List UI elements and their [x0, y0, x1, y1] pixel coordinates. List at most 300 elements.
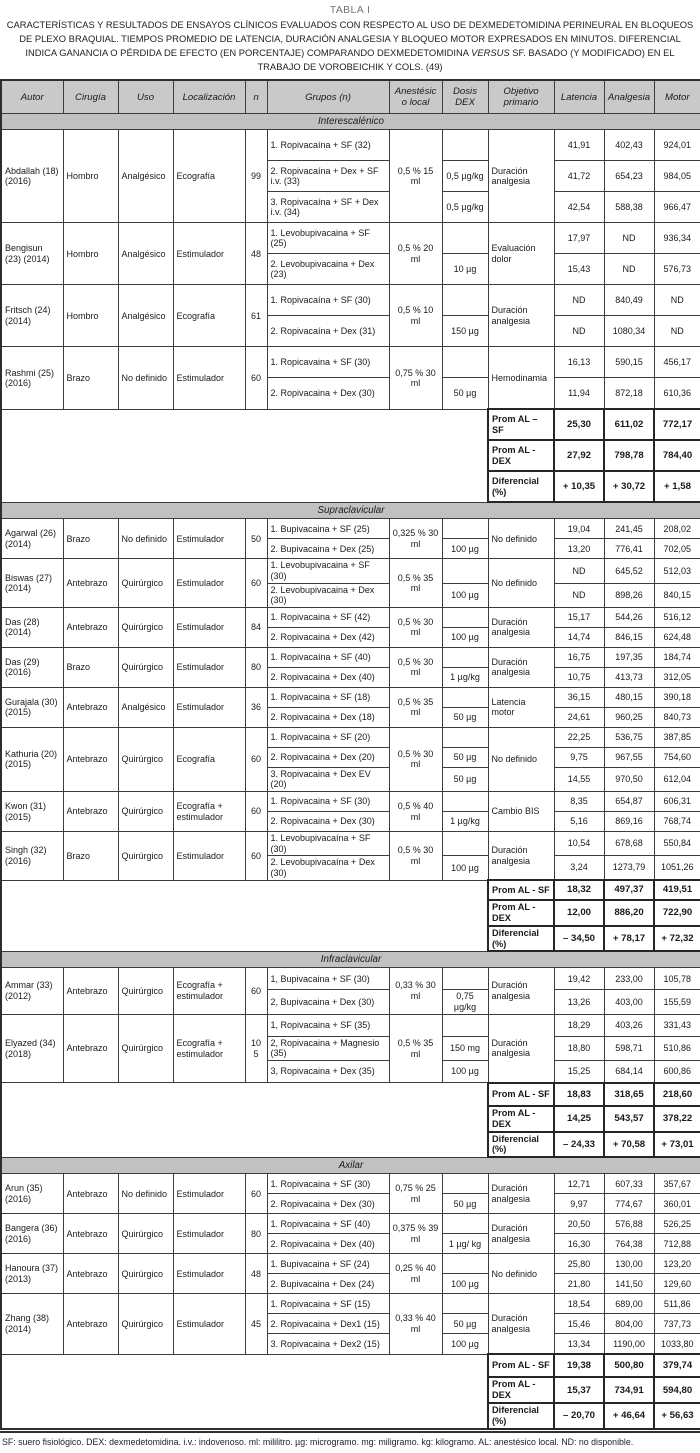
author-cell: Arun (35) (2016) [1, 1174, 63, 1214]
use-cell: Quirúrgico [118, 1254, 173, 1294]
summary-latency-value: 19,38 [554, 1354, 604, 1377]
summary-blank-spacer [1, 900, 488, 926]
latency-value: 10,54 [554, 832, 604, 856]
summary-latency-value: 12,00 [554, 900, 604, 926]
analgesia-value: 869,16 [604, 812, 654, 832]
author-cell: Rashmi (25) (2016) [1, 347, 63, 410]
summary-label-cell: Prom AL - DEX [488, 1106, 554, 1132]
study-group-row [1, 223, 700, 254]
study-group-row [1, 792, 700, 812]
localization-cell: Estimulador [173, 607, 245, 647]
summary-analgesia-value: 497,37 [604, 880, 654, 900]
dex-dose-cell [442, 285, 488, 316]
latency-value: 20,50 [554, 1214, 604, 1234]
group-label-cell: 2. Ropivacaina + Dex (30) [267, 812, 389, 832]
latency-value: 15,17 [554, 607, 604, 627]
author-cell: Bangera (36) (2016) [1, 1214, 63, 1254]
study-group-row [1, 1014, 700, 1036]
analgesia-value: 840,49 [604, 285, 654, 316]
latency-value: 13,26 [554, 990, 604, 1014]
column-header-11: Motor [654, 80, 700, 114]
use-cell: Quirúrgico [118, 727, 173, 791]
author-cell: Hanoura (37) (2013) [1, 1254, 63, 1294]
group-label-cell: 1. Ropivacaina + SF (40) [267, 1214, 389, 1234]
dex-dose-cell: 150 mg [442, 1036, 488, 1060]
study-group-row [1, 519, 700, 539]
caption-text-1: CARACTERÍSTICAS Y RESULTADOS DE ENSAYOS CLÍNICOS EVALUADOS CON RESPECTO AL USO DE DEXMEDETOMIDINA PERINEURAL EN BLOQUEOS DE PLEXO BRAQUIAL. TIEMPOS PROMEDIO DE LATENCIA, DURACIÓN ANALGESIA Y BLOQUEO MOTOR EXPRESADOS EN MINUTOS. DIFERENCIAL INDICA GANANCIA O PÉRDIDA DE EFECTO (EN PORCENTAJE) COMPARANDO DEXMEDETOMIDINA [6, 19, 694, 59]
summary-blank-spacer [1, 471, 488, 502]
surgery-cell: Antebrazo [63, 1294, 118, 1355]
latency-value: ND [554, 583, 604, 607]
column-header-1: Cirugía [63, 80, 118, 114]
author-cell: Singh (32) (2016) [1, 832, 63, 880]
motor-value: 840,15 [654, 583, 700, 607]
author-cell: Ammar (33) (2012) [1, 968, 63, 1014]
study-group-row [1, 1254, 700, 1274]
anesthetic-cell: 0,33 % 30 ml [389, 968, 442, 1014]
primary-objective-cell: No definido [488, 1254, 554, 1294]
summary-latency-value: – 20,70 [554, 1403, 604, 1429]
analgesia-value: 654,87 [604, 792, 654, 812]
dex-dose-cell [442, 647, 488, 667]
dex-dose-cell: 10 µg [442, 254, 488, 285]
surgery-cell: Antebrazo [63, 559, 118, 607]
summary-latency-value: 25,30 [554, 409, 604, 440]
localization-cell: Ecografía [173, 285, 245, 347]
summary-blank-spacer [1, 1083, 488, 1106]
summary-motor-value: 722,90 [654, 900, 700, 926]
summary-analgesia-value: 886,20 [604, 900, 654, 926]
motor-value: 606,31 [654, 792, 700, 812]
use-cell: Quirúrgico [118, 559, 173, 607]
surgery-cell: Brazo [63, 647, 118, 687]
dex-dose-cell [442, 968, 488, 990]
summary-motor-value: 378,22 [654, 1106, 700, 1132]
motor-value: 936,34 [654, 223, 700, 254]
motor-value: 966,47 [654, 192, 700, 223]
analgesia-value: 846,15 [604, 627, 654, 647]
summary-row [1, 1132, 700, 1158]
surgery-cell: Hombro [63, 223, 118, 285]
motor-value: 576,73 [654, 254, 700, 285]
n-cell: 50 [245, 519, 267, 559]
motor-value: 456,17 [654, 347, 700, 378]
summary-row [1, 926, 700, 952]
latency-value: 12,71 [554, 1174, 604, 1194]
n-cell: 80 [245, 1214, 267, 1254]
localization-cell: Estimulador [173, 687, 245, 727]
study-group-row [1, 347, 700, 378]
motor-value: 610,36 [654, 378, 700, 410]
latency-value: 13,20 [554, 539, 604, 559]
summary-row [1, 471, 700, 502]
analgesia-value: 1190,00 [604, 1334, 654, 1355]
section-title: Axilar [1, 1157, 700, 1174]
summary-analgesia-value: + 46,64 [604, 1403, 654, 1429]
group-label-cell: 1. Levobupivacaina + SF (25) [267, 223, 389, 254]
analgesia-value: 689,00 [604, 1294, 654, 1314]
dex-dose-cell: 100 µg [442, 1274, 488, 1294]
group-label-cell: 1, Ropivacaina + SF (35) [267, 1014, 389, 1036]
anesthetic-cell: 0,5 % 35 ml [389, 1014, 442, 1083]
summary-motor-value: + 1,58 [654, 471, 700, 502]
summary-row [1, 1106, 700, 1132]
summary-motor-value: + 56,63 [654, 1403, 700, 1429]
summary-row [1, 1403, 700, 1429]
summary-label-cell: Diferencial (%) [488, 1403, 554, 1429]
motor-value: 600,86 [654, 1060, 700, 1083]
group-label-cell: 2. Ropivacaina + Dex (20) [267, 747, 389, 767]
summary-label-cell: Prom AL - DEX [488, 900, 554, 926]
n-cell: 105 [245, 1014, 267, 1083]
summary-analgesia-value: 318,65 [604, 1083, 654, 1106]
table-caption [0, 16, 700, 79]
analgesia-value: 544,26 [604, 607, 654, 627]
use-cell: Quirúrgico [118, 832, 173, 880]
study-group-row [1, 1214, 700, 1234]
section-title: Supraclavicular [1, 502, 700, 519]
motor-value: 1033,80 [654, 1334, 700, 1355]
author-cell: Gurajala (30) (2015) [1, 687, 63, 727]
author-cell: Bengisun (23) (2014) [1, 223, 63, 285]
group-label-cell: 1. Ropivacaína + SF (32) [267, 130, 389, 161]
summary-motor-value: 419,51 [654, 880, 700, 900]
localization-cell: Estimulador [173, 647, 245, 687]
motor-value: 924,01 [654, 130, 700, 161]
localization-cell: Estimulador [173, 519, 245, 559]
summary-latency-value: 18,83 [554, 1083, 604, 1106]
author-cell: Kwon (31) (2015) [1, 792, 63, 832]
latency-value: ND [554, 285, 604, 316]
group-label-cell: 1. Ropivacaina + SF (20) [267, 727, 389, 747]
surgery-cell: Brazo [63, 832, 118, 880]
localization-cell: Estimulador [173, 1174, 245, 1214]
anesthetic-cell: 0,325 % 30 ml [389, 519, 442, 559]
column-header-4: n [245, 80, 267, 114]
latency-value: ND [554, 559, 604, 583]
group-label-cell: 2. Ropivacaina + Dex1 (15) [267, 1314, 389, 1334]
motor-value: 390,18 [654, 687, 700, 707]
latency-value: 22,25 [554, 727, 604, 747]
author-cell: Das (29) (2016) [1, 647, 63, 687]
group-label-cell: 1. Ropivacaina + SF (15) [267, 1294, 389, 1314]
use-cell: No definido [118, 347, 173, 410]
dex-dose-cell: 150 µg [442, 316, 488, 347]
summary-label-cell: Prom AL - SF [488, 880, 554, 900]
dex-dose-cell: 50 µg [442, 1194, 488, 1214]
study-group-row [1, 1174, 700, 1194]
localization-cell: Ecografía + estimulador [173, 968, 245, 1014]
section-title: Interescalénico [1, 114, 700, 130]
summary-label-cell: Diferencial (%) [488, 926, 554, 952]
section-row [1, 502, 700, 519]
dex-dose-cell: 50 µg [442, 378, 488, 410]
analgesia-value: 776,41 [604, 539, 654, 559]
summary-analgesia-value: + 30,72 [604, 471, 654, 502]
group-label-cell: 1. Ropivacaina + SF (30) [267, 1174, 389, 1194]
latency-value: 15,46 [554, 1314, 604, 1334]
latency-value: 15,25 [554, 1060, 604, 1083]
localization-cell: Ecografía [173, 727, 245, 791]
group-label-cell: 2. Ropivacaína + Dex (31) [267, 316, 389, 347]
motor-value: 105,78 [654, 968, 700, 990]
analgesia-value: 141,50 [604, 1274, 654, 1294]
motor-value: 550,84 [654, 832, 700, 856]
surgery-cell: Antebrazo [63, 1174, 118, 1214]
motor-value: 511,86 [654, 1294, 700, 1314]
group-label-cell: 2, Bupivacaina + Dex (30) [267, 990, 389, 1014]
section-title: Infraclavicular [1, 951, 700, 968]
column-header-3: Localización [173, 80, 245, 114]
motor-value: 612,04 [654, 767, 700, 791]
latency-value: 18,54 [554, 1294, 604, 1314]
localization-cell: Estimulador [173, 1214, 245, 1254]
study-group-row [1, 832, 700, 856]
author-cell: Fritsch (24) (2014) [1, 285, 63, 347]
study-group-row [1, 285, 700, 316]
localization-cell: Estimulador [173, 832, 245, 880]
summary-analgesia-value: + 78,17 [604, 926, 654, 952]
n-cell: 60 [245, 347, 267, 410]
summary-row [1, 880, 700, 900]
analgesia-value: 588,38 [604, 192, 654, 223]
primary-objective-cell: Duración analgesia [488, 1214, 554, 1254]
surgery-cell: Antebrazo [63, 607, 118, 647]
localization-cell: Estimulador [173, 559, 245, 607]
n-cell: 48 [245, 1254, 267, 1294]
dex-dose-cell: 0,75 µg/kg [442, 990, 488, 1014]
latency-value: 15,43 [554, 254, 604, 285]
caption-text-2: SF. BASADO (Y MODIFICADO) EN EL TRABAJO DE VOROBEICHIK Y COLS. (49) [257, 47, 675, 73]
dex-dose-cell: 100 µg [442, 856, 488, 880]
surgery-cell: Hombro [63, 130, 118, 223]
primary-objective-cell: Hemodinamia [488, 347, 554, 410]
column-header-7: Dosis DEX [442, 80, 488, 114]
dex-dose-cell: 1 µg/kg [442, 667, 488, 687]
n-cell: 60 [245, 792, 267, 832]
primary-objective-cell: Duración analgesia [488, 285, 554, 347]
summary-latency-value: + 10,35 [554, 471, 604, 502]
latency-value: 41,91 [554, 130, 604, 161]
study-group-row [1, 647, 700, 667]
motor-value: 312,05 [654, 667, 700, 687]
primary-objective-cell: No definido [488, 519, 554, 559]
analgesia-value: 576,88 [604, 1214, 654, 1234]
summary-analgesia-value: 543,57 [604, 1106, 654, 1132]
summary-blank-spacer [1, 1403, 488, 1429]
latency-value: 14,55 [554, 767, 604, 791]
dex-dose-cell [442, 1174, 488, 1194]
dex-dose-cell [442, 559, 488, 583]
column-header-8: Objetivo primario [488, 80, 554, 114]
analgesia-value: 1080,34 [604, 316, 654, 347]
summary-latency-value: 14,25 [554, 1106, 604, 1132]
analgesia-value: ND [604, 254, 654, 285]
author-cell: Das (28) (2014) [1, 607, 63, 647]
dex-dose-cell: 100 µg [442, 627, 488, 647]
analgesia-value: 804,00 [604, 1314, 654, 1334]
analgesia-value: 678,68 [604, 832, 654, 856]
anesthetic-cell: 0,5 % 35 ml [389, 559, 442, 607]
summary-latency-value: 18,32 [554, 880, 604, 900]
author-cell: Kathuria (20) (2015) [1, 727, 63, 791]
analgesia-value: 130,00 [604, 1254, 654, 1274]
summary-latency-value: 27,92 [554, 440, 604, 471]
group-label-cell: 3. Ropivacaina + Dex EV (20) [267, 767, 389, 791]
dex-dose-cell [442, 223, 488, 254]
motor-value: 1051,26 [654, 856, 700, 880]
motor-value: ND [654, 285, 700, 316]
analgesia-value: 607,33 [604, 1174, 654, 1194]
anesthetic-cell: 0,5 % 30 ml [389, 607, 442, 647]
study-group-row [1, 968, 700, 990]
analgesia-value: 241,45 [604, 519, 654, 539]
group-label-cell: 2. Ropivacaina + Dex (40) [267, 1234, 389, 1254]
motor-value: ND [654, 316, 700, 347]
group-label-cell: 1. Bupivacaina + SF (24) [267, 1254, 389, 1274]
study-group-row [1, 130, 700, 161]
summary-blank-spacer [1, 409, 488, 440]
anesthetic-cell: 0,5 % 30 ml [389, 727, 442, 791]
latency-value: 9,97 [554, 1194, 604, 1214]
primary-objective-cell: Duración analgesia [488, 607, 554, 647]
table-title: TABLA I [329, 4, 371, 16]
analgesia-value: 403,00 [604, 990, 654, 1014]
table-body [1, 114, 700, 1429]
n-cell: 60 [245, 727, 267, 791]
motor-value: 984,05 [654, 161, 700, 192]
motor-value: 702,05 [654, 539, 700, 559]
use-cell: Quirúrgico [118, 647, 173, 687]
group-label-cell: 2. Ropivacaina + Dex (40) [267, 667, 389, 687]
study-group-row [1, 687, 700, 707]
analgesia-value: 684,14 [604, 1060, 654, 1083]
group-label-cell: 1. Ropivacaina + SF (30) [267, 792, 389, 812]
motor-value: 129,60 [654, 1274, 700, 1294]
dex-dose-cell [442, 832, 488, 856]
analgesia-value: 402,43 [604, 130, 654, 161]
group-label-cell: 3. Ropivacaina + Dex2 (15) [267, 1334, 389, 1355]
latency-value: 42,54 [554, 192, 604, 223]
analgesia-value: 645,52 [604, 559, 654, 583]
summary-label-cell: Prom AL - SF [488, 1354, 554, 1377]
primary-objective-cell: Duración analgesia [488, 647, 554, 687]
summary-row [1, 1354, 700, 1377]
motor-value: 754,60 [654, 747, 700, 767]
summary-motor-value: + 72,32 [654, 926, 700, 952]
dex-dose-cell [442, 727, 488, 747]
anesthetic-cell: 0,5 % 15 ml [389, 130, 442, 223]
motor-value: 624,48 [654, 627, 700, 647]
summary-row [1, 900, 700, 926]
surgery-cell: Antebrazo [63, 727, 118, 791]
latency-value: 18,29 [554, 1014, 604, 1036]
use-cell: Quirúrgico [118, 1214, 173, 1254]
dex-dose-cell [442, 347, 488, 378]
group-label-cell: 1. Levobupivacaína + SF (30) [267, 832, 389, 856]
summary-row [1, 440, 700, 471]
footnote: SF: suero fisiológico. DEX: dexmedetomidina. i.v.: indovenoso. ml: mililitro. µg: microgramo. mg: miligramo. kg: kilogramo. AL: anestésico local. ND: no disponible. [0, 1431, 700, 1453]
motor-value: 155,59 [654, 990, 700, 1014]
summary-blank-spacer [1, 1354, 488, 1377]
use-cell: Analgésico [118, 223, 173, 285]
surgery-cell: Antebrazo [63, 1214, 118, 1254]
column-header-10: Analgesia [604, 80, 654, 114]
summary-blank-spacer [1, 440, 488, 471]
n-cell: 48 [245, 223, 267, 285]
analgesia-value: 480,15 [604, 687, 654, 707]
dex-dose-cell: 0,5 µg/kg [442, 161, 488, 192]
latency-value: 13,34 [554, 1334, 604, 1355]
group-label-cell: 2. Bupivacaina + Dex (24) [267, 1274, 389, 1294]
primary-objective-cell: Cambio BIS [488, 792, 554, 832]
use-cell: Analgésico [118, 130, 173, 223]
analgesia-value: 970,50 [604, 767, 654, 791]
summary-label-cell: Diferencial (%) [488, 471, 554, 502]
surgery-cell: Hombro [63, 285, 118, 347]
author-cell: Biswas (27) (2014) [1, 559, 63, 607]
summary-label-cell: Prom AL – SF [488, 409, 554, 440]
summary-analgesia-value: 500,80 [604, 1354, 654, 1377]
use-cell: Quirúrgico [118, 792, 173, 832]
use-cell: No definido [118, 1174, 173, 1214]
summary-analgesia-value: 734,91 [604, 1377, 654, 1403]
group-label-cell: 1. Ropivacaina + SF (18) [267, 687, 389, 707]
primary-objective-cell: No definido [488, 559, 554, 607]
analgesia-value: 403,26 [604, 1014, 654, 1036]
anesthetic-cell: 0,375 % 39 ml [389, 1214, 442, 1254]
use-cell: Analgésico [118, 687, 173, 727]
latency-value: 16,13 [554, 347, 604, 378]
summary-motor-value: 784,40 [654, 440, 700, 471]
anesthetic-cell: 0,5 % 30 ml [389, 647, 442, 687]
surgery-cell: Brazo [63, 519, 118, 559]
primary-objective-cell: Duración analgesia [488, 1174, 554, 1214]
latency-value: 25,80 [554, 1254, 604, 1274]
n-cell: 61 [245, 285, 267, 347]
analgesia-value: 197,35 [604, 647, 654, 667]
latency-value: 5,16 [554, 812, 604, 832]
use-cell: Quirúrgico [118, 1014, 173, 1083]
header-row [1, 80, 700, 114]
motor-value: 360,01 [654, 1194, 700, 1214]
analgesia-value: 1273,79 [604, 856, 654, 880]
latency-value: 16,75 [554, 647, 604, 667]
summary-motor-value: 772,17 [654, 409, 700, 440]
n-cell: 80 [245, 647, 267, 687]
column-header-5: Grupos (n) [267, 80, 389, 114]
analgesia-value: 898,26 [604, 583, 654, 607]
dex-dose-cell [442, 1254, 488, 1274]
motor-value: 184,74 [654, 647, 700, 667]
localization-cell: Estimulador [173, 1294, 245, 1355]
primary-objective-cell: Latencia motor [488, 687, 554, 727]
motor-value: 331,43 [654, 1014, 700, 1036]
summary-row [1, 409, 700, 440]
group-label-cell: 1. Ropicavaina + SF (30) [267, 347, 389, 378]
use-cell: Quirúrgico [118, 968, 173, 1014]
column-header-0: Autor [1, 80, 63, 114]
dex-dose-cell: 1 µg/ kg [442, 1234, 488, 1254]
summary-analgesia-value: 611,02 [604, 409, 654, 440]
localization-cell: Estimulador [173, 347, 245, 410]
anesthetic-cell: 0,5 % 30 ml [389, 832, 442, 880]
primary-objective-cell: Duración analgesia [488, 968, 554, 1014]
group-label-cell: 1. Levobupivacaina + SF (30) [267, 559, 389, 583]
anesthetic-cell: 0,75 % 25 ml [389, 1174, 442, 1214]
author-cell: Abdallah (18) (2016) [1, 130, 63, 223]
summary-label-cell: Prom AL - SF [488, 1083, 554, 1106]
